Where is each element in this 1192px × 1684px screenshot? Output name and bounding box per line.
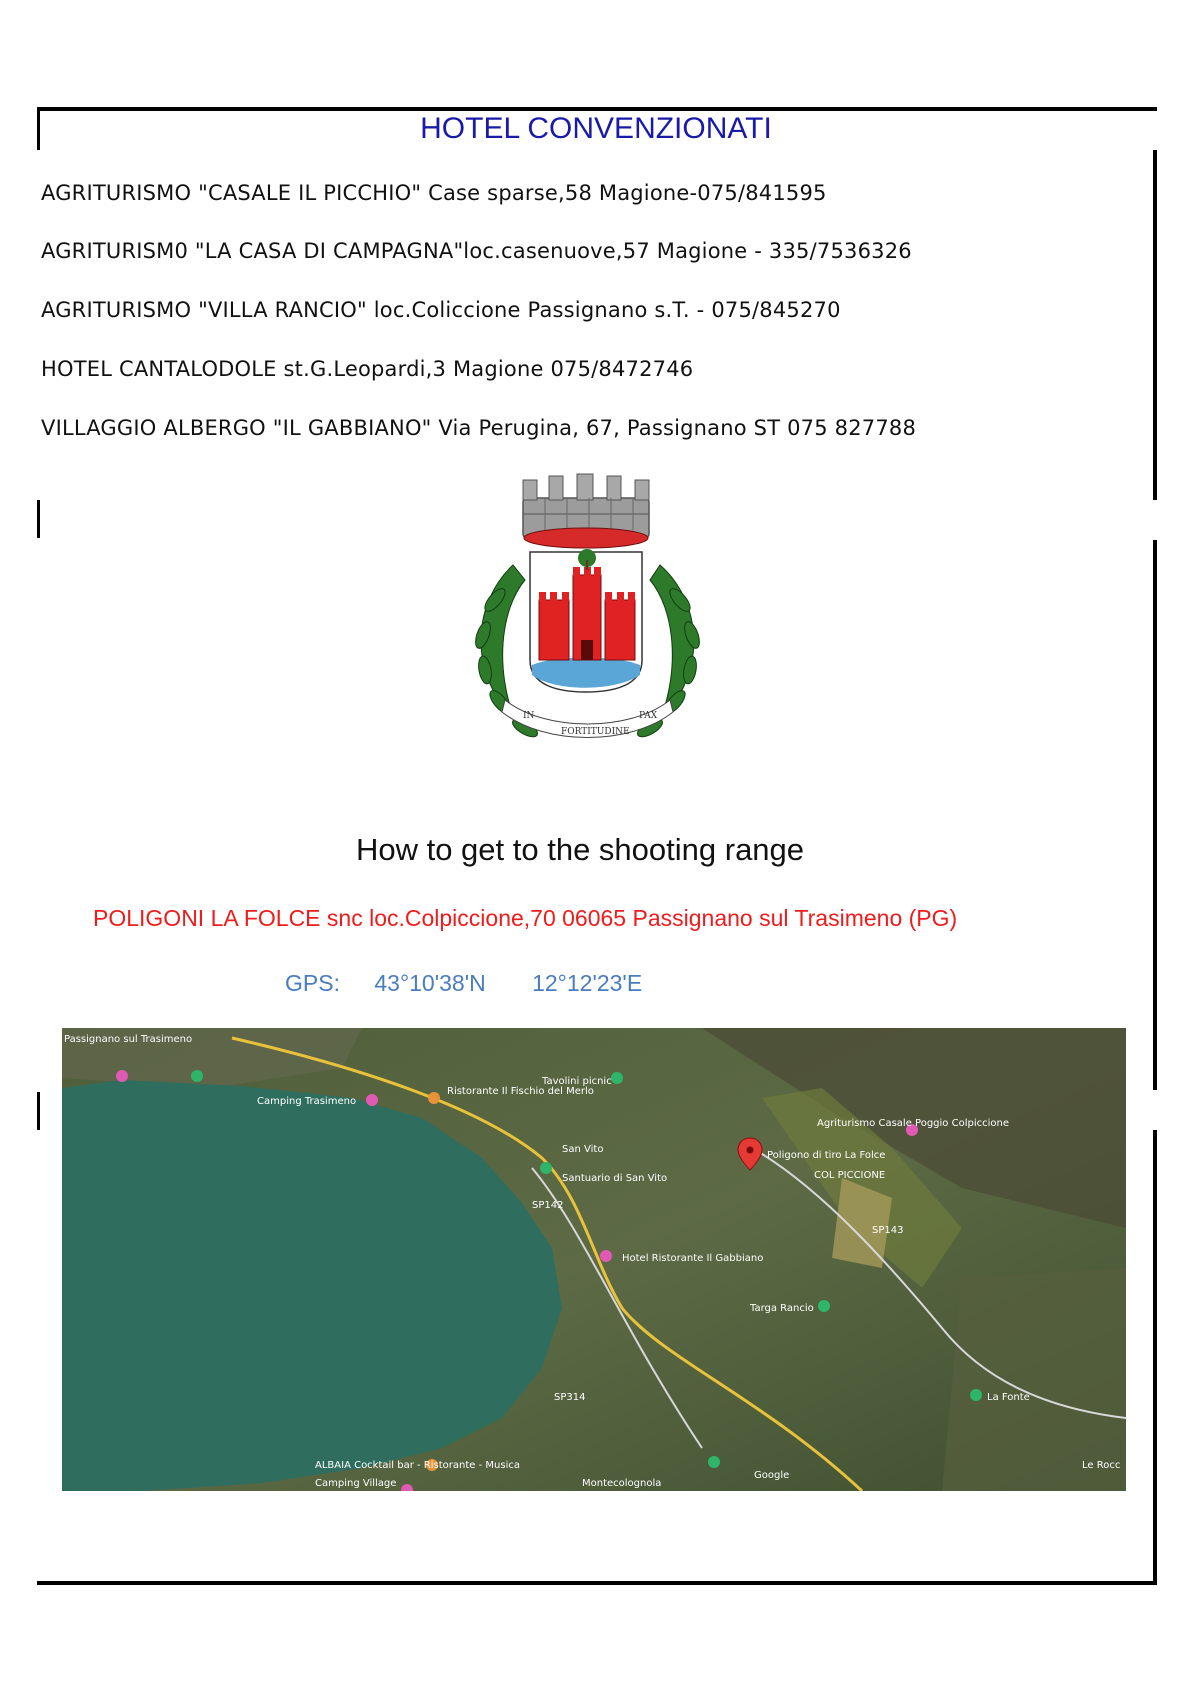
border-left-2 [37,500,40,538]
map-label-poligono: Poligono di tiro La Folce [767,1150,886,1161]
map-label-targa-rancio: Targa Rancio [750,1303,814,1314]
page-title: HOTEL CONVENZIONATI [420,112,772,145]
hotel-line-5: VILLAGGIO ALBERGO "IL GABBIANO" Via Perugina, 67, Passignano ST 075 827788 [41,416,917,440]
map-google-logo: Google [754,1470,790,1481]
motto-center: FORTITUDINE [561,727,630,737]
motto-right: PAX [639,711,658,721]
border-right-2 [1153,540,1157,1090]
hotel-line-4: HOTEL CANTALODOLE st.G.Leopardi,3 Magione 075/8472746 [41,357,694,381]
map-label-agriturismo: Agriturismo Casale Poggio Colpiccione [817,1118,1009,1129]
border-right-1 [1153,150,1157,500]
map-label-camping-village: Camping Village [315,1478,397,1489]
border-right-3 [1153,1130,1157,1585]
crown-icon [523,474,649,548]
border-top [37,107,1157,111]
map-label-tavolini: Tavolini picnic [542,1076,612,1087]
gps-coordinates [285,970,642,997]
map-label-la-fonte: La Fonte [987,1392,1030,1403]
coat-of-arms [455,470,725,780]
map-label-sp314: SP314 [554,1392,586,1403]
map-label-hotel-gabbiano: Hotel Ristorante Il Gabbiano [622,1253,764,1264]
map-label-passignano: Passignano sul Trasimeno [64,1034,193,1045]
hotel-line-2: AGRITURISM0 "LA CASA DI CAMPAGNA"loc.casenuove,57 Magione - 335/7536326 [41,239,912,263]
directions-heading: How to get to the shooting range [355,832,805,867]
map-label-camping: Camping Trasimeno [257,1096,357,1107]
satellite-map[interactable] [62,1028,1126,1491]
map-label-le-rocc: Le Rocc [1082,1460,1121,1471]
gps-label: GPS: [285,970,340,996]
map-label-san-vito: San Vito [562,1144,604,1155]
map-label-sp143: SP143 [872,1225,904,1236]
map-label-ristorante: Ristorante Il Fischio del Merlo [447,1086,594,1097]
map-label-santuario: Santuario di San Vito [562,1173,668,1184]
range-address: POLIGONI LA FOLCE snc loc.Colpiccione,70 06065 Passignano sul Trasimeno (PG) [93,905,958,931]
map-label-albaia: ALBAIA Cocktail bar - Ristorante - Musica [315,1460,520,1471]
border-bottom [37,1581,1157,1585]
hotel-line-3: AGRITURISMO "VILLA RANCIO" loc.Coliccione Passignano s.T. - 075/845270 [41,298,841,322]
gps-longitude: 12°12'23'E [532,970,643,996]
shield-icon [530,549,642,692]
map-label-montecolognola: Montecolognola [582,1478,662,1489]
map-label-col-piccione: COL PICCIONE [814,1170,886,1181]
border-left-3 [37,1092,40,1130]
map-label-sp142: SP142 [532,1200,564,1211]
hotel-line-1: AGRITURISMO "CASALE IL PICCHIO" Case sparse,58 Magione-075/841595 [41,181,827,205]
gps-latitude: 43°10'38'N [374,970,486,996]
motto-left: IN [523,711,535,721]
